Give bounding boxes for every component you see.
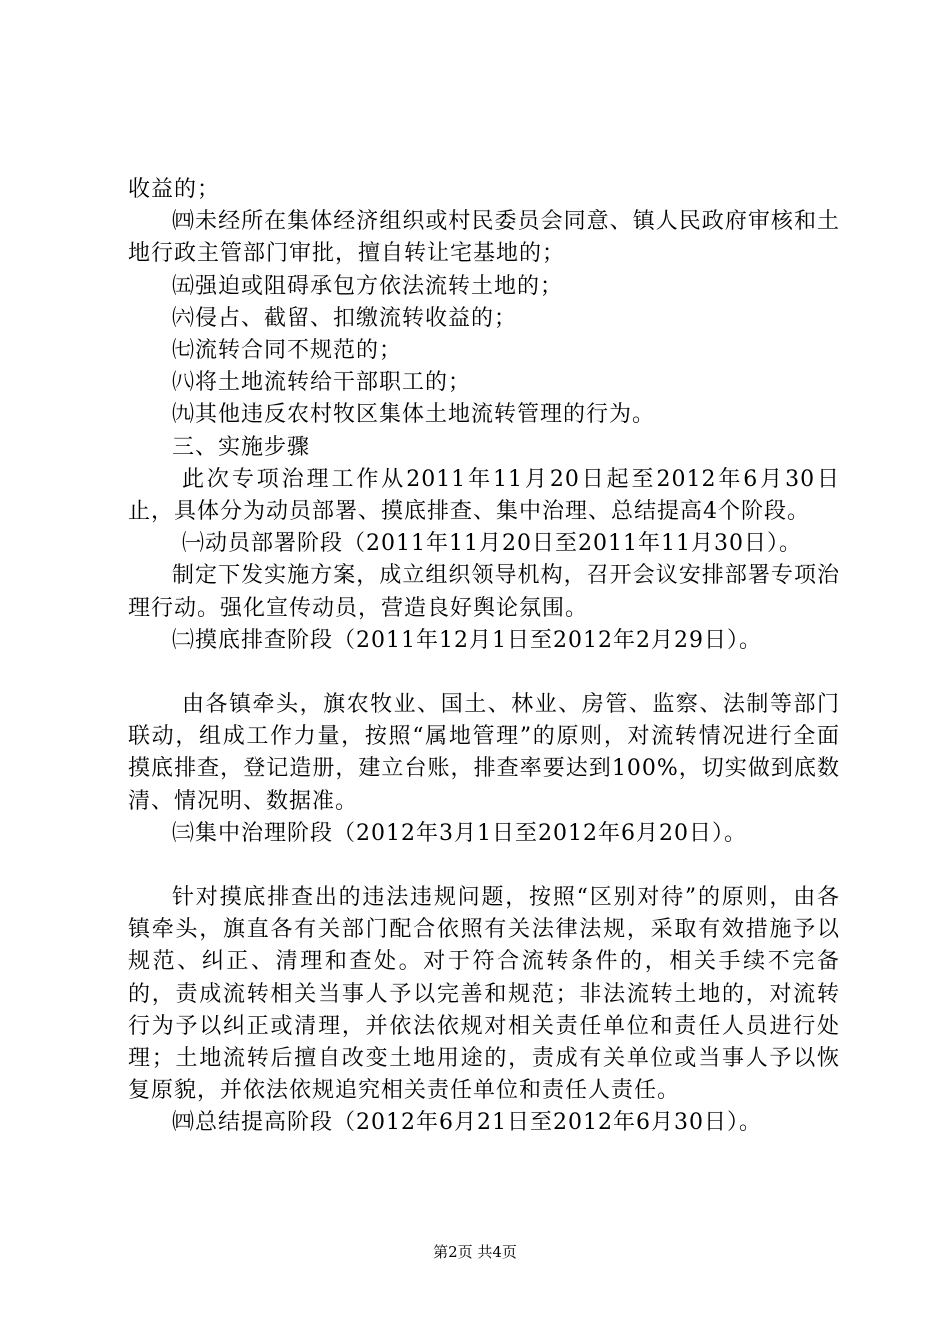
paragraph-9: 此次专项治理工作从2011年11月20日起至2012年6月30日止，具体分为动员部署、摸底排查、集中治理、总结提高4个阶段。 — [128, 466, 840, 525]
paragraph-10: ㈠动员部署阶段（2011年11月20日至2011年11月30日）。 — [182, 531, 802, 557]
paragraph-7: ㈨其他违反农村牧区集体土地流转管理的行为。 — [172, 402, 656, 428]
paragraph-12: ㈡摸底排查阶段（2011年12月1日至2012年2月29日）。 — [172, 627, 762, 653]
paragraph-2: ㈣未经所在集体经济组织或村民委员会同意、镇人民政府审核和土地行政主管部门审批，擅自转让宅基地的； — [128, 209, 840, 267]
paragraph-15: 针对摸底排查出的违法违规问题，按照“区别对待”的原则，由各镇牵头，旗直各有关部门配合依照有关法律法规，采取有效措施予以规范、纠正、清理和查处。对于符合流转条件的，相关手续不完备的，责成流转相关当事人予以完善和规范；非法流转土地的，对流转行为予以纠正或清理，并依法依规对相关责任单位和责任人员进行处理；土地流转后擅自改变土地用途的，责成有关单位或当事人予以恢复原貌，并依法依规追究相关责任单位和责任人责任。 — [128, 885, 840, 1104]
paragraph-11: 制定下发实施方案，成立组织领导机构，召开会议安排部署专项治理行动。强化宣传动员，营造良好舆论氛围。 — [128, 563, 840, 621]
paragraph-13: 由各镇牵头，旗农牧业、国土、林业、房管、监察、法制等部门联动，组成工作力量，按照“属地管理”的原则，对流转情况进行全面摸底排查，登记造册，建立台账，排查率要达到100%，切实做到底数清、情况明、数据准。 — [128, 692, 840, 814]
paragraph-14: ㈢集中治理阶段（2012年3月1日至2012年6月20日）。 — [172, 820, 747, 846]
paragraph-16: ㈣总结提高阶段（2012年6月21日至2012年6月30日）。 — [172, 1110, 762, 1136]
paragraph-3: ㈤强迫或阻碍承包方依法流转土地的； — [172, 273, 564, 299]
page-footer: 第2页 共4页 — [433, 1243, 517, 1261]
paragraph-1: 收益的； — [128, 177, 221, 202]
paragraph-4: ㈥侵占、截留、扣缴流转收益的； — [172, 305, 518, 331]
section-heading: 三、实施步骤 — [172, 434, 311, 460]
paragraph-5: ㈦流转合同不规范的； — [172, 338, 403, 364]
paragraph-6: ㈧将土地流转给干部职工的； — [172, 370, 472, 396]
document-body — [128, 174, 840, 1140]
